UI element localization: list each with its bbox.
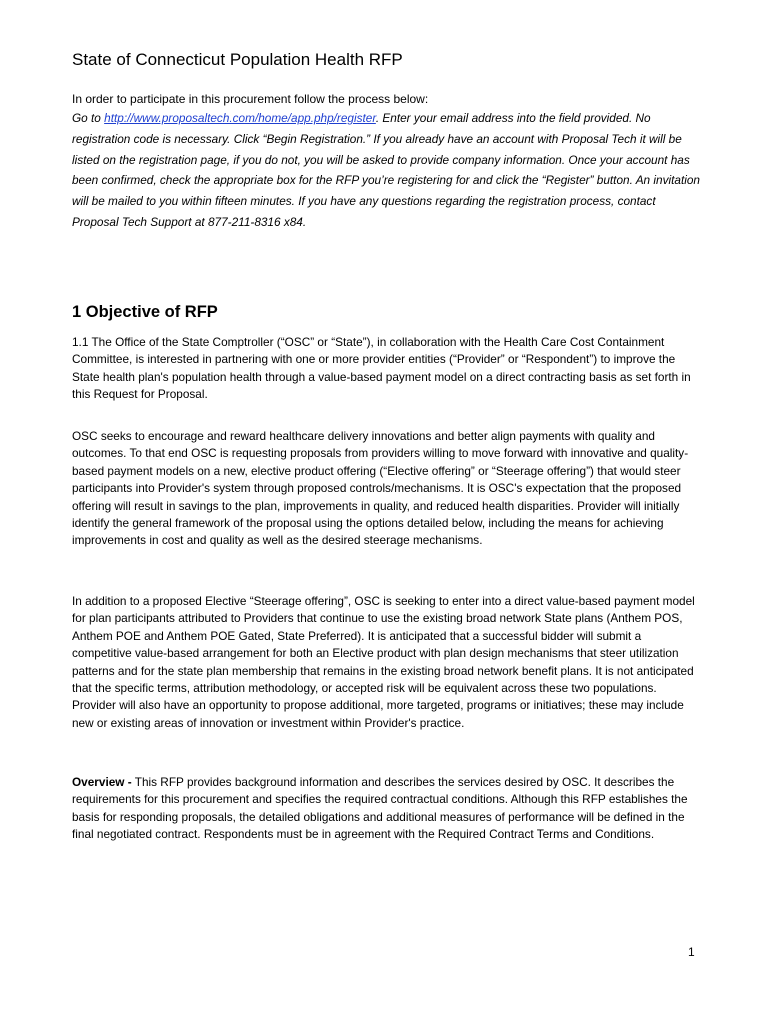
paragraph-overview [72,774,700,844]
paragraph-steerage-offering: In addition to a proposed Elective “Steerage offering”, OSC is seeking to enter into a direct value-based payment model for plan participants attributed to Providers that continue to use the existing broad network State plans (Anthem POS, Anthem POE and Anthem POE Gated, State Preferred). It is anticipated that a successful bidder will submit a competitive value-based arrangement for both an Elective product with plan design mechanisms that steer utilization patterns and for the state plan membership that remains in the existing broad network benefit plans. It is not anticipated that the specific terms, attribution methodology, or accepted risk will be equivalent across these two populations. Provider will also have an opportunity to propose additional, more targeted, programs or initiatives; these may include new or existing areas of innovation or investment within Provider's practice. [72,594,695,730]
registration-instructions [72,108,700,233]
overview-label: Overview - [72,775,132,789]
document-title: State of Connecticut Population Health RFP [72,50,403,69]
paragraph-innovation: OSC seeks to encourage and reward healthcare delivery innovations and better align payments with quality and outcomes. To that end OSC is requesting proposals from providers willing to move forward with innovative and quality-based payment models on a new, elective product offering (“Elective offering” or “Steerage offering”) that would steer participants into Provider's system through proposed controls/mechanisms. It is OSC's expectation that the proposed offering will result in savings to the plan, improvements in quality, and reduced health disparities. Provider will initially identify the general framework of the proposal using the options detailed below, including the means for achieving improvements in cost and quality as well as the desired steerage mechanisms. [72,429,689,548]
paragraph-objective-1-1: 1.1 The Office of the State Comptroller (“OSC” or “State”), in collaboration with the Health Care Cost Containment Committee, is interested in partnering with one or more provider entities (“Provider” or “Respondent”) to improve the State health plan's population health through a value-based payment model on a direct contracting basis as set forth in this Request for Proposal. [72,335,691,402]
section-heading-objective: 1 Objective of RFP [72,303,218,321]
registration-link[interactable]: http://www.proposaltech.com/home/app.php/register [104,111,376,125]
intro-lead-text: In order to participate in this procurement follow the process below: [72,92,429,106]
page-number: 1 [688,945,695,959]
instructions-prefix: Go to [72,111,105,125]
overview-body: This RFP provides background information and describes the services desired by OSC. It describes the requirements for this procurement and specifies the required contractual conditions. Although this RFP establishes the basis for responding proposals, the detailed obligations and additional measures of performance will be defined in the final negotiated contract. Respondents must be in agreement with the Required Contract Terms and Conditions. [72,775,688,842]
instructions-body: . Enter your email address into the field provided. No registration code is necessary. Click “Begin Registration.” If you already have an account with Proposal Tech it will be listed on the registration page, if you do not, you will be asked to provide company information. Once your account has been confirmed, check the appropriate box for the RFP you’re registering for and click the “Register” button. An invitation will be mailed to you within fifteen minutes. If you have any questions regarding the registration process, contact Proposal Tech Support at 877-211-8316 x84. [72,111,700,229]
